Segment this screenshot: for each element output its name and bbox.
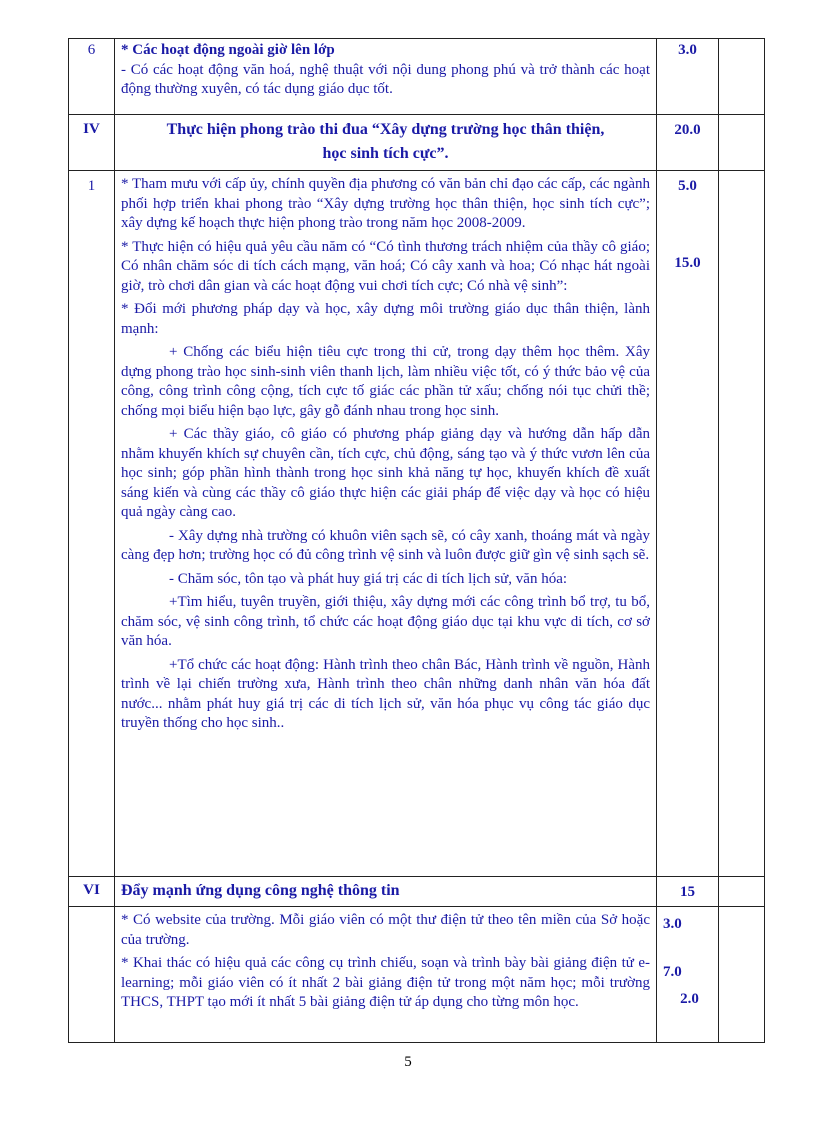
score-cell: 20.0 [657,115,719,171]
section-title-cell [115,115,657,171]
section-title: Đẩy mạnh ứng dụng công nghệ thông tin [121,882,400,899]
paragraph: + Chống các biểu hiện tiêu cực trong thi cử, trong dạy thêm học thêm. Xây dựng phong trào học sinh-sinh viên thanh lịch, làm nhiều việc tốt, có ý thức bảo vệ của công, công trình công cộng, tích cực tố giác các phần tử xấu; chống nói tục chửi thề; chống mọi biểu hiện bạo lực, gây gỗ đánh nhau trong học sinh. [121,344,650,419]
table-row [69,171,765,877]
empty-cell [69,907,115,1043]
empty-cell [719,39,765,115]
section-title: Thực hiện phong trào thi đua “Xây dựng trường học thân thiện, học sinh tích cực”. [166,121,605,162]
score-cell: 15 [657,877,719,907]
paragraph: +Tìm hiểu, tuyên truyền, giới thiệu, xây dựng mới các công trình bổ trợ, tu bổ, chăm sóc, vệ sinh công trình, tổ chức các hoạt động giáo dục tại khu vực di tích, cơ sở văn hóa. [121,594,650,649]
section-title-cell [115,877,657,907]
table-row [69,877,765,907]
empty-cell [719,907,765,1043]
table-row [69,907,765,1043]
table-row [69,39,765,115]
paragraph: * Khai thác có hiệu quả các công cụ trình chiếu, soạn và trình bày bài giảng điện tử e-learning; mỗi giáo viên có ít nhất 2 bài giảng điện tử trong một năm học; mỗi trường THCS, THPT tạo mới ít nhất 5 bài giảng điện tử áp dụng cho từng môn học. [121,955,650,1010]
score-cell [657,171,719,877]
criteria-cell [115,171,657,877]
paragraph: * Đổi mới phương pháp dạy và học, xây dựng môi trường giáo dục thân thiện, lành mạnh: [121,301,650,337]
row-number: 1 [69,171,115,877]
table-row [69,115,765,171]
criteria-table [68,38,765,1043]
score-cell [657,907,719,1043]
score-value: 2.0 [680,991,699,1007]
paragraph: - Xây dựng nhà trường có khuôn viên sạch sẽ, có cây xanh, thoáng mát và ngày càng đẹp hơn; trường học có đủ công trình vệ sinh và luôn được giữ gìn vệ sinh sạch sẽ. [121,527,650,563]
empty-cell [719,171,765,877]
score-value: 5.0 [678,178,697,194]
criteria-title: * Các hoạt động ngoài giờ lên lớp [121,42,335,58]
empty-cell [719,877,765,907]
paragraph: * Thực hiện có hiệu quả yêu cầu năm có “Có tình thương trách nhiệm của thầy cô giáo; Có nhân chăm sóc di tích cách mạng, văn hoá; Có cây xanh và hoa; Có nhạc hát ngoài giờ, trò chơi dân gian và các hoạt động vui chơi tích cực; Có nhà vệ sinh”: [121,238,650,294]
row-number: 6 [69,39,115,115]
paragraph: * Có website của trường. Mỗi giáo viên có một thư điện tử theo tên miền của Sở hoặc của trường. [121,912,650,948]
score-cell: 3.0 [657,39,719,115]
section-number: IV [69,115,115,171]
score-value: 7.0 [663,963,682,980]
paragraph: * Tham mưu với cấp ủy, chính quyền địa phương có văn bản chỉ đạo các cấp, các ngành phối hợp triển khai phong trào “Xây dựng trường học thân thiện, học sinh tích cực”; xây dựng kế hoạch thực hiện phong trào trong năm học 2008-2009. [121,176,650,231]
section-number: VI [69,877,115,907]
score-value: 15.0 [674,254,701,271]
page-number: 5 [404,1054,412,1070]
paragraph: - Chăm sóc, tôn tạo và phát huy giá trị các di tích lịch sử, văn hóa: [169,570,568,587]
paragraph: +Tổ chức các hoạt động: Hành trình theo chân Bác, Hành trình về nguồn, Hành trình về lại chiến trường xưa, Hành trình theo chân những danh nhân văn hóa đất nước... nhằm phát huy giá trị các di tích lịch sử, văn hóa phục vụ công tác giáo dục truyền thống cho học sinh.. [121,656,650,731]
score-value: 3.0 [663,916,682,932]
criteria-cell [115,907,657,1043]
criteria-text: - Có các hoạt động văn hoá, nghệ thuật với nội dung phong phú và trở thành các hoạt động thường xuyên, có tác dụng giáo dục tốt. [121,61,650,97]
empty-cell [719,115,765,171]
criteria-cell [115,39,657,115]
paragraph: + Các thầy giáo, cô giáo có phương pháp giảng dạy và hướng dẫn hấp dẫn nhằm khuyến khích sự chuyên cần, tích cực, chủ động, sáng tạo và ý thức vươn lên của học sinh; góp phần hình thành trong học sinh khả năng tự học, khuyến khích đề xuất sáng kiến và cùng các thầy cô giáo thực hiện các giải pháp để việc dạy và học có hiệu quả ngày càng cao. [121,426,650,520]
